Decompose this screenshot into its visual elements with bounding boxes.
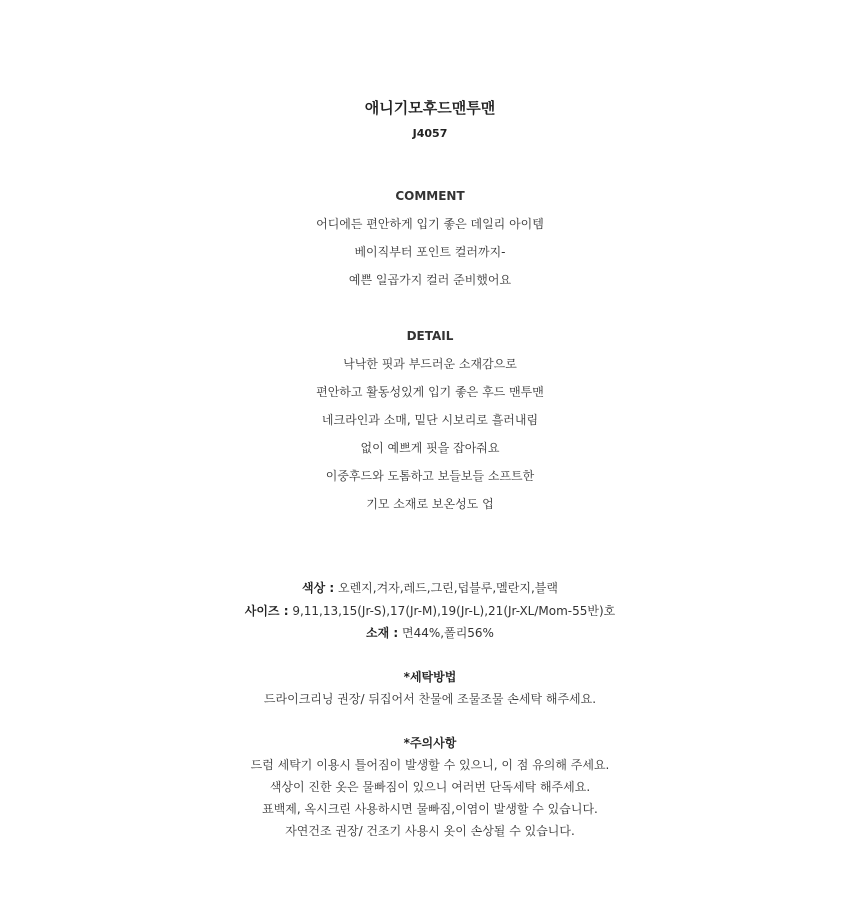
detail-line: 네크라인과 소매, 밑단 시보리로 흘러내림	[321, 413, 539, 427]
caution-line: 표백제, 옥시크린 사용하시면 물빠짐,이염이 발생할 수 있습니다.	[262, 802, 598, 816]
spec-material	[0, 625, 860, 641]
comment-line: 어디에든 편안하게 입기 좋은 데일리 아이템	[316, 217, 544, 231]
detail-line: 이중후드와 도톰하고 보들보들 소프트한	[325, 469, 535, 483]
comment-line: 베이직부터 포인트 컬러까지-	[354, 245, 506, 259]
spec-size	[0, 603, 860, 619]
product-code: J4057	[412, 127, 448, 140]
spec-size-label: 사이즈 :	[244, 604, 289, 618]
comment-line: 예쁜 일곱가지 컬러 준비했어요	[348, 273, 512, 287]
washing-heading: *세탁방법	[403, 670, 457, 684]
caution-line: 색상이 진한 옷은 물빠짐이 있으니 여러번 단독세탁 해주세요.	[269, 780, 591, 794]
spec-size-value: 9,11,13,15(Jr-S),17(Jr-M),19(Jr-L),21(Jr-XL/Mom-55반)호	[288, 604, 616, 618]
detail-line: 기모 소재로 보온성도 업	[366, 497, 494, 511]
spec-material-value: 면44%,폴리56%	[398, 626, 494, 640]
detail-line: 없이 예쁘게 핏을 잡아줘요	[360, 441, 500, 455]
washing-line: 드라이크리닝 권장/ 뒤집어서 찬물에 조물조물 손세탁 해주세요.	[263, 692, 597, 706]
caution-heading: *주의사항	[403, 736, 457, 750]
spec-color-label: 색상 :	[302, 581, 335, 595]
spec-color	[0, 580, 860, 596]
caution-line: 자연건조 권장/ 건조기 사용시 옷이 손상될 수 있습니다.	[285, 824, 575, 838]
detail-line: 편안하고 활동성있게 입기 좋은 후드 맨투맨	[316, 385, 544, 399]
product-name: 애니기모후드맨투맨	[364, 99, 496, 117]
caution-line: 드럼 세탁기 이용시 틀어짐이 발생할 수 있으니, 이 점 유의해 주세요.	[250, 758, 610, 772]
spec-material-label: 소재 :	[366, 626, 399, 640]
detail-heading: DETAIL	[406, 329, 454, 343]
comment-heading: COMMENT	[395, 189, 465, 203]
detail-line: 낙낙한 핏과 부드러운 소재감으로	[343, 357, 517, 371]
spec-color-value: 오렌지,겨자,레드,그린,덥블루,멜란지,블랙	[334, 581, 558, 595]
